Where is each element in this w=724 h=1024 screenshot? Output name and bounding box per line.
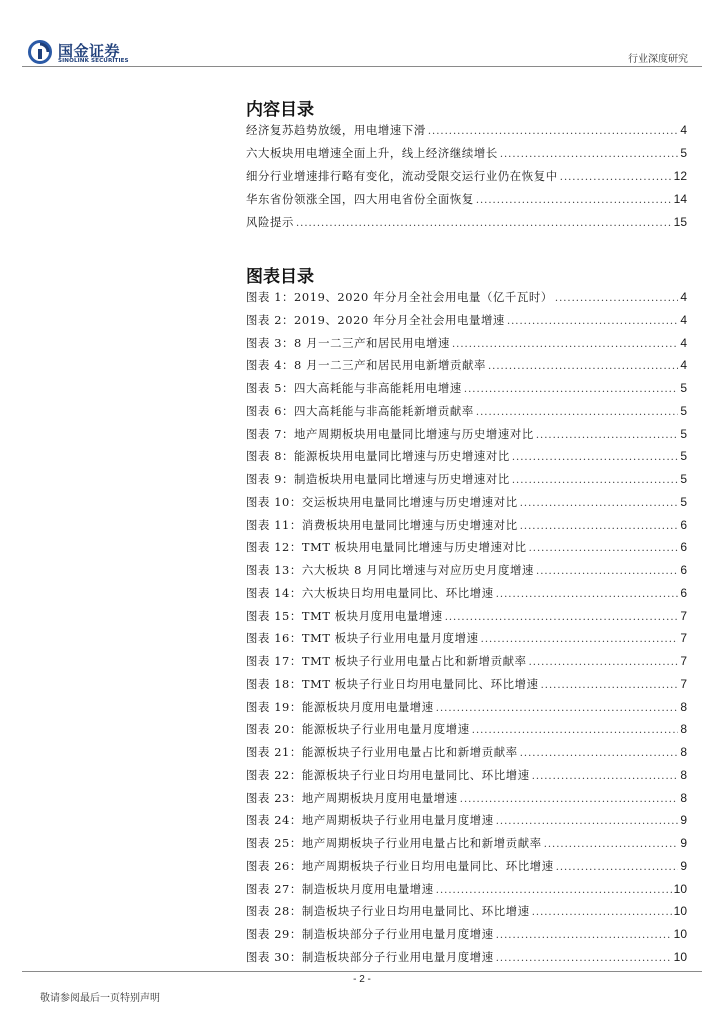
toc-entry-title: 图表 1：2019、2020 年分月全社会用电量（亿千瓦时） — [246, 290, 553, 304]
dot-leader — [520, 498, 679, 509]
toc-entry-page: 9 — [680, 836, 687, 850]
figure-entry[interactable] — [246, 653, 687, 676]
figure-entry[interactable] — [246, 926, 687, 949]
dot-leader — [460, 794, 679, 805]
toc-entry-title: 风险提示 — [246, 214, 294, 229]
toc-entry-page: 5 — [680, 472, 687, 486]
toc-entry-page: 5 — [680, 426, 687, 441]
figure-entry[interactable] — [246, 630, 687, 653]
logo-english-name: SINOLINK SECURITIES — [58, 58, 129, 64]
figures-title: 图表目录 — [246, 267, 314, 287]
dot-leader — [428, 126, 678, 137]
sinolink-logo-icon — [28, 40, 52, 64]
contents-title: 内容目录 — [246, 100, 314, 120]
toc-entry-page: 10 — [673, 927, 687, 941]
figure-entry[interactable] — [246, 881, 687, 904]
toc-entry-title: 图表 16：TMT 板块子行业用电量月度增速 — [246, 631, 479, 646]
dot-leader — [512, 475, 678, 486]
toc-entry-page: 6 — [680, 563, 687, 577]
figure-entry[interactable] — [246, 585, 687, 608]
toc-entry-page: 8 — [680, 722, 687, 737]
dot-leader — [529, 657, 679, 668]
dot-leader — [536, 566, 678, 577]
toc-entry-page: 5 — [680, 381, 687, 395]
dot-leader — [507, 316, 678, 327]
toc-entry-page: 8 — [680, 745, 687, 759]
toc-entry-page: 5 — [680, 403, 687, 418]
contents-entry[interactable] — [246, 191, 687, 214]
figure-entry[interactable] — [246, 539, 687, 562]
toc-entry-page: 4 — [680, 358, 687, 373]
toc-entry-title: 图表 15：TMT 板块月度用电量增速 — [246, 608, 443, 623]
figure-entry[interactable] — [246, 699, 687, 722]
figure-entry[interactable] — [246, 767, 687, 790]
toc-entry-page: 8 — [680, 790, 687, 805]
dot-leader — [536, 430, 678, 441]
dot-leader — [488, 361, 678, 372]
figure-entry[interactable] — [246, 903, 687, 926]
toc-entry-title: 图表 5：四大高耗能与非高能耗用电增速 — [246, 381, 462, 395]
page-number: - 2 - — [353, 974, 371, 985]
toc-entry-page: 9 — [680, 813, 687, 828]
dot-leader — [556, 862, 679, 873]
dot-leader — [532, 907, 672, 918]
dot-leader — [520, 521, 679, 532]
dot-leader — [496, 589, 679, 600]
toc-entry-title: 图表 21：能源板块子行业用电量占比和新增贡献率 — [246, 745, 518, 759]
figure-entry[interactable] — [246, 494, 687, 517]
toc-entry-title: 图表 17：TMT 板块子行业用电量占比和新增贡献率 — [246, 654, 527, 668]
dot-leader — [532, 771, 679, 782]
footer-divider — [22, 971, 702, 972]
figures-list — [246, 289, 687, 972]
toc-entry-page: 10 — [673, 881, 687, 896]
toc-entry-page: 8 — [680, 699, 687, 714]
contents-list — [246, 122, 687, 236]
dot-leader — [436, 703, 679, 714]
figure-entry[interactable] — [246, 357, 687, 380]
toc-entry-page: 4 — [680, 335, 687, 350]
figure-entry[interactable] — [246, 335, 687, 358]
dot-leader — [476, 195, 672, 206]
figure-entry[interactable] — [246, 426, 687, 449]
page-header — [0, 0, 724, 76]
toc-entry-page: 7 — [680, 676, 687, 691]
disclaimer-note: 敬请参阅最后一页特别声明 — [40, 993, 160, 1004]
toc-entry-title: 图表 20：能源板块子行业用电量月度增速 — [246, 722, 470, 737]
toc-entry-title: 华东省份领涨全国，四大用电省份全面恢复 — [246, 191, 474, 206]
contents-entry[interactable] — [246, 122, 687, 145]
toc-entry-page: 14 — [673, 191, 687, 206]
toc-entry-page: 10 — [673, 904, 687, 919]
toc-entry-page: 4 — [680, 123, 687, 137]
toc-entry-title: 图表 3：8 月一二三产和居民用电增速 — [246, 335, 450, 350]
toc-entry-title: 图表 6：四大高耗能与非高能耗新增贡献率 — [246, 403, 474, 418]
figure-entry[interactable] — [246, 403, 687, 426]
figure-entry[interactable] — [246, 721, 687, 744]
toc-entry-page: 4 — [680, 290, 687, 304]
dot-leader — [500, 149, 679, 160]
figure-entry[interactable] — [246, 744, 687, 767]
toc-entry-page: 10 — [673, 949, 687, 964]
toc-entry-title: 六大板块用电增速全面上升，线上经济继续增长 — [246, 145, 498, 160]
header-divider — [22, 66, 702, 67]
dot-leader — [496, 816, 679, 827]
toc-entry-title: 图表 8：能源板块用电量同比增速与历史增速对比 — [246, 449, 510, 464]
toc-entry-page: 5 — [680, 449, 687, 464]
toc-entry-page: 6 — [680, 517, 687, 532]
dot-leader — [555, 293, 678, 304]
report-type-label: 行业深度研究 — [628, 54, 688, 65]
dot-leader — [452, 339, 678, 350]
figure-entry[interactable] — [246, 676, 687, 699]
dot-leader — [481, 634, 679, 645]
toc-entry-title: 图表 2：2019、2020 年分月全社会用电量增速 — [246, 312, 505, 327]
toc-entry-page: 15 — [673, 214, 687, 229]
toc-entry-title: 经济复苏趋势放缓，用电增速下滑 — [246, 123, 426, 137]
figure-entry[interactable] — [246, 835, 687, 858]
toc-entry-title: 图表 18：TMT 板块子行业日均用电量同比、环比增速 — [246, 676, 539, 691]
figure-entry[interactable] — [246, 812, 687, 835]
dot-leader — [496, 953, 672, 964]
toc-entry-page: 7 — [680, 654, 687, 668]
dot-leader — [560, 172, 672, 183]
figure-entry[interactable] — [246, 471, 687, 494]
toc-entry-title: 图表 7：地产周期板块用电量同比增速与历史增速对比 — [246, 426, 534, 441]
toc-entry-title: 图表 13：六大板块 8 月同比增速与对应历史月度增速 — [246, 563, 535, 577]
toc-entry-title: 图表 28：制造板块子行业日均用电量同比、环比增速 — [246, 904, 530, 919]
dot-leader — [436, 885, 672, 896]
figure-entry[interactable] — [246, 312, 687, 335]
toc-entry-title: 图表 10：交运板块用电量同比增速与历史增速对比 — [246, 494, 518, 509]
dot-leader — [445, 612, 679, 623]
figure-entry[interactable] — [246, 562, 687, 585]
dot-leader — [472, 725, 679, 736]
figure-entry[interactable] — [246, 790, 687, 813]
toc-entry-title: 图表 19：能源板块月度用电量增速 — [246, 699, 434, 714]
toc-entry-title: 图表 9：制造板块用电量同比增速与历史增速对比 — [246, 472, 510, 486]
toc-entry-title: 图表 30：制造板块部分子行业用电量月度增速 — [246, 949, 494, 964]
dot-leader — [476, 407, 678, 418]
figure-entry[interactable] — [246, 380, 687, 403]
toc-entry-page: 7 — [680, 608, 687, 623]
contents-entry[interactable] — [246, 145, 687, 168]
dot-leader — [529, 543, 679, 554]
toc-entry-page: 5 — [680, 145, 687, 160]
dot-leader — [496, 930, 672, 941]
figure-entry[interactable] — [246, 949, 687, 972]
toc-entry-page: 9 — [680, 858, 687, 873]
toc-entry-title: 图表 4：8 月一二三产和居民用电新增贡献率 — [246, 358, 486, 373]
toc-entry-page: 8 — [680, 767, 687, 782]
toc-entry-title: 图表 24：地产周期板块子行业用电量月度增速 — [246, 813, 494, 828]
dot-leader — [512, 452, 678, 463]
toc-entry-title: 细分行业增速排行略有变化，流动受限交运行业仍在恢复中 — [246, 168, 558, 183]
dot-leader — [296, 218, 672, 229]
figure-entry[interactable] — [246, 858, 687, 881]
toc-entry-title: 图表 22：能源板块子行业日均用电量同比、环比增速 — [246, 767, 530, 782]
toc-entry-page: 12 — [673, 168, 687, 183]
figure-entry[interactable] — [246, 289, 687, 312]
toc-entry-title: 图表 27：制造板块月度用电量增速 — [246, 881, 434, 896]
toc-entry-title: 图表 25：地产周期板块子行业用电量占比和新增贡献率 — [246, 836, 542, 850]
toc-entry-title: 图表 11：消费板块用电量同比增速与历史增速对比 — [246, 517, 518, 532]
toc-entry-page: 6 — [680, 585, 687, 600]
toc-entry-page: 6 — [680, 540, 687, 555]
figure-entry[interactable] — [246, 517, 687, 540]
toc-entry-page: 7 — [680, 631, 687, 646]
contents-entry[interactable] — [246, 214, 687, 237]
toc-entry-title: 图表 12：TMT 板块用电量同比增速与历史增速对比 — [246, 540, 527, 555]
dot-leader — [541, 680, 679, 691]
contents-entry[interactable] — [246, 168, 687, 191]
toc-entry-title: 图表 14：六大板块日均用电量同比、环比增速 — [246, 585, 494, 600]
figure-entry[interactable] — [246, 448, 687, 471]
logo-chinese-name: 国金证券 — [58, 42, 121, 60]
dot-leader — [544, 839, 679, 850]
dot-leader — [520, 748, 679, 759]
figure-entry[interactable] — [246, 608, 687, 631]
toc-entry-title: 图表 26：地产周期板块子行业日均用电量同比、环比增速 — [246, 858, 554, 873]
toc-entry-page: 4 — [680, 312, 687, 327]
dot-leader — [464, 384, 678, 395]
toc-entry-title: 图表 29：制造板块部分子行业用电量月度增速 — [246, 927, 494, 941]
toc-entry-page: 5 — [680, 494, 687, 509]
toc-entry-title: 图表 23：地产周期板块月度用电量增速 — [246, 790, 458, 805]
